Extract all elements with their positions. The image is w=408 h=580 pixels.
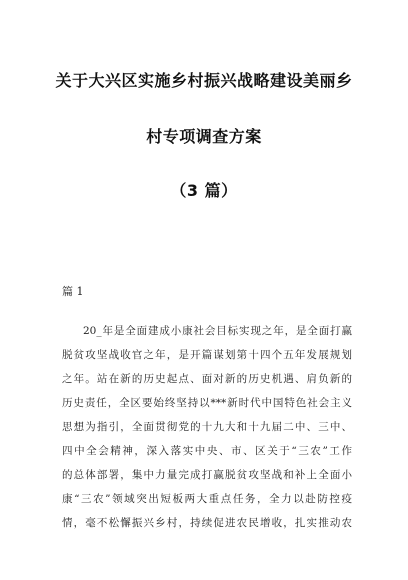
body-paragraph [62,319,352,535]
document-subtitle-count: （3 篇） [170,181,238,200]
body-line-6: 四中全会精神，深入落实中央、市、区关于“三农”工作 [62,445,352,457]
body-line-2: 脱贫攻坚战收官之年，是开篇谋划第十四个五年发展规划 [62,349,352,361]
body-line-7: 的总体部署，集中力量完成打赢脱贫攻坚战和补上全面小 [62,469,352,481]
body-line-9: 情，毫不松懈振兴乡村，持续促进农民增收，扎实推动农 [62,517,352,529]
body-line-4: 历史责任，全区要始终坚持以***新时代中国特色社会主义 [62,397,352,409]
body-line-3: 之年。站在新的历史起点、面对新的历史机遇、肩负新的 [62,373,352,385]
body-line-1: 20_年是全面建成小康社会目标实现之年，是全面打赢 [83,325,352,337]
body-line-8: 康“三农”领域突出短板两大重点任务，全力以赴防控疫 [62,493,352,505]
section-label: 篇 1 [62,285,84,298]
body-line-5: 思想为指引，全面贯彻党的十九大和十九届二中、三中、 [62,421,352,433]
document-title-line-1: 关于大兴区实施乡村振兴战略建设美丽乡 [55,71,353,90]
document-title-line-2: 村专项调查方案 [146,127,262,146]
